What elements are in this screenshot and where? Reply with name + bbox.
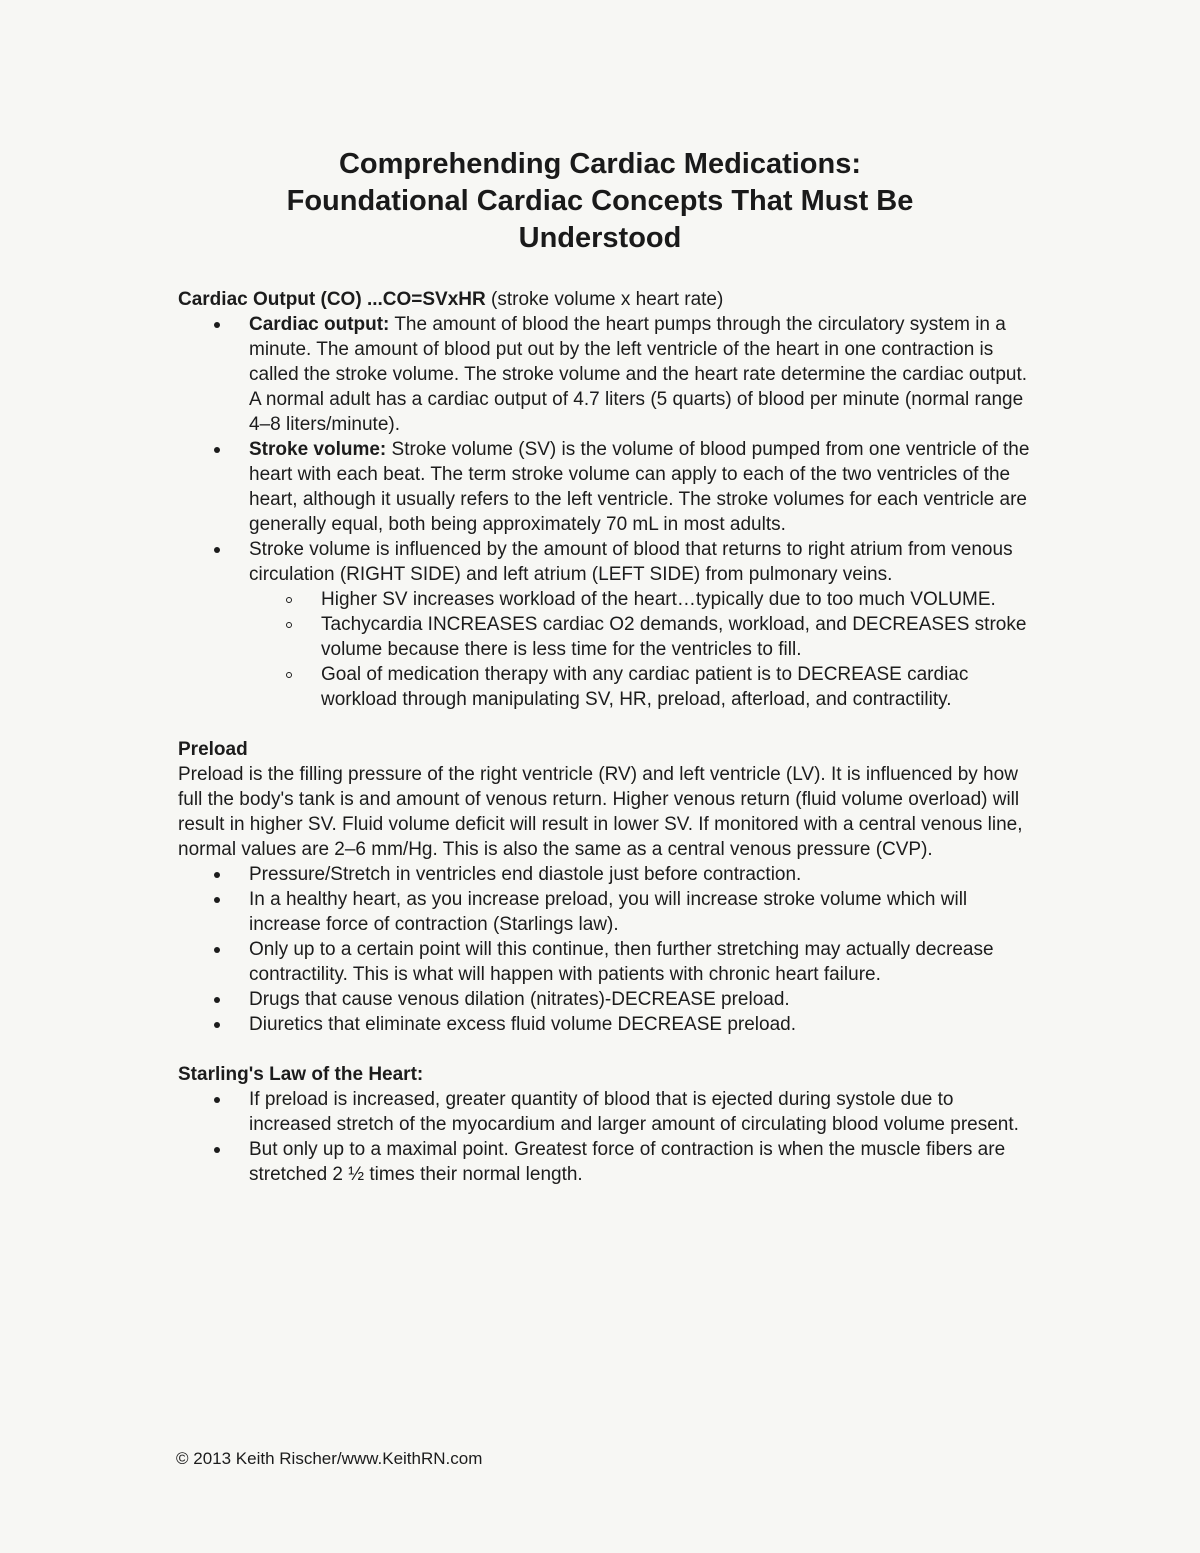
section-gap bbox=[178, 712, 1038, 737]
section-gap bbox=[178, 1037, 1038, 1062]
document-body bbox=[178, 287, 1038, 1187]
cardiac-output-bullets bbox=[178, 312, 1038, 712]
sub-list-item: Tachycardia INCREASES cardiac O2 demands, workload, and DECREASES stroke volume because there is less time for the ventricles to fill. bbox=[321, 612, 1038, 662]
starling-bullets bbox=[178, 1087, 1038, 1187]
bullet-text: The amount of blood the heart pumps through the circulatory system in a minute. The amount of blood put out by the left ventricle of the heart in one contraction is called the stroke volume. The stroke volume and the heart rate determine the cardiac output. A normal adult has a cardiac output of 4.7 liters (5 quarts) of blood per minute (normal range 4–8 liters/minute). bbox=[249, 314, 1028, 435]
list-item: Pressure/Stretch in ventricles end diastole just before contraction. bbox=[249, 862, 1038, 887]
list-item bbox=[249, 437, 1038, 537]
cardiac-output-heading bbox=[178, 287, 1038, 312]
list-item bbox=[249, 312, 1038, 437]
document-title bbox=[160, 146, 1040, 257]
title-line-2: Foundational Cardiac Concepts That Must Be bbox=[286, 185, 914, 217]
bullet-text: Stroke volume is influenced by the amount of blood that returns to right atrium from venous circulation (RIGHT SIDE) and left atrium (LEFT SIDE) from pulmonary veins. bbox=[249, 539, 1013, 585]
preload-heading: Preload bbox=[178, 739, 248, 760]
bullet-label: Stroke volume: bbox=[249, 439, 387, 460]
copyright-footer: © 2013 Keith Rischer/www.KeithRN.com bbox=[176, 1449, 483, 1468]
title-line-1: Comprehending Cardiac Medications: bbox=[338, 148, 862, 180]
preload-bullets bbox=[178, 862, 1038, 1037]
list-item: Only up to a certain point will this continue, then further stretching may actually decrease contractility. This is what will happen with patients with chronic heart failure. bbox=[249, 937, 1038, 987]
list-item: In a healthy heart, as you increase preload, you will increase stroke volume which will increase force of contraction (Starlings law). bbox=[249, 887, 1038, 937]
cardiac-output-heading-rest: (stroke volume x heart rate) bbox=[485, 289, 724, 310]
sub-list-item: Goal of medication therapy with any cardiac patient is to DECREASE cardiac workload through manipulating SV, HR, preload, afterload, and contractility. bbox=[321, 662, 1038, 712]
list-item: But only up to a maximal point. Greatest force of contraction is when the muscle fibers are stretched 2 ½ times their normal length. bbox=[249, 1137, 1038, 1187]
title-line-3: Understood bbox=[518, 222, 682, 254]
sub-list-item: Higher SV increases workload of the heart…typically due to too much VOLUME. bbox=[321, 587, 1038, 612]
bullet-label: Cardiac output: bbox=[249, 314, 390, 335]
list-item: Drugs that cause venous dilation (nitrates)-DECREASE preload. bbox=[249, 987, 1038, 1012]
list-item: If preload is increased, greater quantity of blood that is ejected during systole due to increased stretch of the myocardium and larger amount of circulating blood volume present. bbox=[249, 1087, 1038, 1137]
starling-heading: Starling's Law of the Heart: bbox=[178, 1064, 424, 1085]
list-item: Diuretics that eliminate excess fluid volume DECREASE preload. bbox=[249, 1012, 1038, 1037]
preload-paragraph: Preload is the filling pressure of the right ventricle (RV) and left ventricle (LV). It is influenced by how full the body's tank is and amount of venous return. Higher venous return (fluid volume overload) will result in higher SV. Fluid volume deficit will result in lower SV. If monitored with a central venous line, normal values are 2–6 mm/Hg. This is also the same as a central venous pressure (CVP). bbox=[178, 764, 1023, 860]
cardiac-output-heading-bold: Cardiac Output (CO) ...CO=SVxHR bbox=[178, 289, 486, 310]
stroke-volume-sub-bullets bbox=[249, 587, 1038, 712]
list-item bbox=[249, 537, 1038, 712]
bullet-text: Stroke volume (SV) is the volume of blood pumped from one ventricle of the heart with each beat. The term stroke volume can apply to each of the two ventricles of the heart, although it usually refers to the left ventricle. The stroke volumes for each ventricle are generally equal, both being approximately 70 mL in most adults. bbox=[249, 439, 1030, 535]
